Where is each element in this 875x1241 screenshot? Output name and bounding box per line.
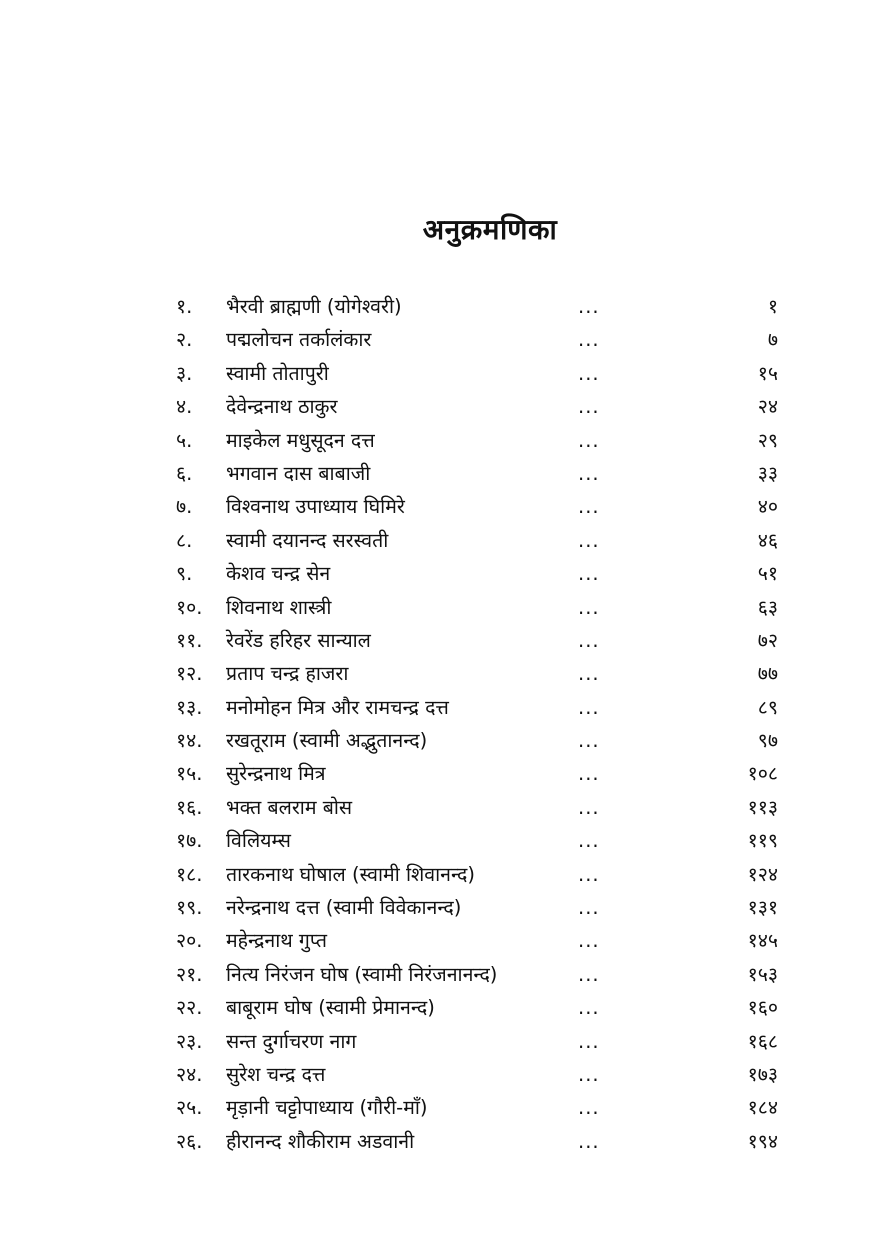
- entry-page-number: ३३: [757, 461, 778, 485]
- entry-title: सन्त दुर्गाचरण नाग: [226, 1029, 357, 1053]
- entry-number: १५.: [176, 762, 203, 786]
- dot-leader: ...: [578, 461, 600, 485]
- entry-title: प्रताप चन्द्र हाजरा: [226, 662, 349, 686]
- entry-page-number: १०८: [747, 762, 778, 786]
- toc-entry: [176, 958, 780, 991]
- dot-leader: ...: [578, 695, 600, 719]
- entry-title: मृड़ानी चट्टोपाध्याय (गौरी-माँ): [226, 1096, 428, 1120]
- entry-number: २४.: [176, 1062, 203, 1086]
- entry-page-number: ८९: [757, 695, 778, 719]
- page-title: अनुक्रमणिका: [422, 213, 558, 246]
- dot-leader: ...: [578, 996, 600, 1020]
- entry-number: ५.: [176, 428, 193, 452]
- entry-page-number: १३१: [747, 896, 778, 920]
- entry-number: २१.: [176, 962, 203, 986]
- dot-leader: ...: [578, 829, 600, 853]
- dot-leader: ...: [578, 395, 600, 419]
- entry-title: स्वामी दयानन्द सरस्वती: [226, 528, 389, 552]
- entry-number: १७.: [176, 829, 203, 853]
- entry-number: १३.: [176, 695, 203, 719]
- toc-entry: [176, 891, 780, 924]
- dot-leader: ...: [578, 528, 600, 552]
- entry-page-number: १६०: [747, 996, 778, 1020]
- entry-title: नरेन्द्रनाथ दत्त (स्वामी विवेकानन्द): [226, 896, 462, 920]
- entry-number: ९.: [176, 562, 193, 586]
- toc-entry: [176, 1058, 780, 1091]
- dot-leader: ...: [578, 862, 600, 886]
- entry-number: १.: [176, 295, 193, 318]
- dot-leader: ...: [578, 795, 600, 819]
- toc-entry: [176, 1125, 780, 1158]
- entry-number: ७.: [176, 495, 193, 519]
- entry-title: बाबूराम घोष (स्वामी प्रेमानन्द): [226, 996, 435, 1020]
- entry-page-number: २९: [757, 428, 778, 452]
- dot-leader: ...: [578, 896, 600, 920]
- entry-number: १२.: [176, 662, 203, 686]
- dot-leader: ...: [578, 1096, 600, 1120]
- dot-leader: ...: [578, 1029, 600, 1053]
- dot-leader: ...: [578, 495, 600, 519]
- entry-title: विश्वनाथ उपाध्याय घिमिरे: [226, 495, 405, 519]
- dot-leader: ...: [578, 295, 600, 318]
- dot-leader: ...: [578, 962, 600, 986]
- entry-title: देवेन्द्रनाथ ठाकुर: [226, 395, 338, 419]
- entry-number: ६.: [176, 461, 193, 485]
- entry-title: केशव चन्द्र सेन: [226, 562, 331, 586]
- entry-page-number: १८४: [747, 1096, 778, 1120]
- entry-page-number: ७७: [757, 662, 778, 686]
- entry-number: २२.: [176, 996, 203, 1020]
- dot-leader: ...: [578, 1129, 600, 1153]
- dot-leader: ...: [578, 595, 600, 619]
- toc-entry: [176, 858, 780, 891]
- entry-title: स्वामी तोतापुरी: [226, 361, 329, 385]
- dot-leader: ...: [578, 328, 600, 352]
- entry-number: १६.: [176, 795, 203, 819]
- dot-leader: ...: [578, 929, 600, 953]
- dot-leader: ...: [578, 662, 600, 686]
- entry-page-number: ४०: [757, 495, 778, 519]
- toc-entry: [176, 457, 780, 490]
- entry-title: तारकनाथ घोषाल (स्वामी शिवानन्द): [226, 862, 475, 886]
- entry-number: १४.: [176, 729, 203, 753]
- entry-title: माइकेल मधुसूदन दत्त: [226, 428, 375, 452]
- entry-page-number: ५१: [757, 562, 778, 586]
- dot-leader: ...: [578, 361, 600, 385]
- entry-page-number: ११९: [747, 829, 778, 853]
- toc-entry: [176, 290, 780, 323]
- entry-number: २.: [176, 328, 193, 352]
- entry-number: २०.: [176, 929, 203, 953]
- entry-page-number: १९४: [747, 1129, 778, 1153]
- table-of-contents: [176, 290, 780, 1158]
- entry-title: रखतूराम (स्वामी अद्भुतानन्द): [226, 729, 428, 753]
- entry-number: ३.: [176, 361, 193, 385]
- entry-page-number: १: [767, 295, 778, 318]
- entry-number: १०.: [176, 595, 203, 619]
- toc-entry: [176, 490, 780, 523]
- entry-page-number: ७२: [757, 628, 778, 652]
- entry-title: सुरेश चन्द्र दत्त: [226, 1062, 326, 1086]
- toc-entry: [176, 724, 780, 757]
- toc-entry: [176, 991, 780, 1024]
- entry-number: २५.: [176, 1096, 203, 1120]
- dot-leader: ...: [578, 762, 600, 786]
- entry-page-number: १५: [757, 361, 778, 385]
- entry-title: शिवनाथ शास्त्री: [226, 595, 332, 619]
- entry-page-number: ९७: [757, 729, 778, 753]
- toc-entry: [176, 691, 780, 724]
- toc-entry: [176, 357, 780, 390]
- toc-entry: [176, 591, 780, 624]
- entry-title: महेन्द्रनाथ गुप्त: [226, 929, 328, 953]
- entry-title: भैरवी ब्राह्मणी (योगेश्वरी): [226, 295, 402, 318]
- entry-title: विलियम्स: [226, 829, 291, 853]
- toc-entry: [176, 791, 780, 824]
- entry-number: ११.: [176, 628, 203, 652]
- toc-entry: [176, 557, 780, 590]
- entry-page-number: १६८: [747, 1029, 778, 1053]
- dot-leader: ...: [578, 562, 600, 586]
- entry-page-number: १७३: [747, 1062, 778, 1086]
- dot-leader: ...: [578, 1062, 600, 1086]
- toc-entry: [176, 757, 780, 790]
- entry-title: हीरानन्द शौकीराम अडवानी: [226, 1129, 415, 1153]
- toc-entry: [176, 657, 780, 690]
- toc-entry: [176, 323, 780, 356]
- entry-title: रेवरेंड हरिहर सान्याल: [226, 628, 371, 652]
- toc-entry: [176, 1025, 780, 1058]
- toc-entry: [176, 624, 780, 657]
- toc-entry: [176, 824, 780, 857]
- entry-title: भगवान दास बाबाजी: [226, 461, 371, 485]
- entry-page-number: १५३: [747, 962, 778, 986]
- entry-title: नित्य निरंजन घोष (स्वामी निरंजनानन्द): [226, 962, 498, 986]
- entry-page-number: २४: [757, 395, 778, 419]
- entry-number: १९.: [176, 896, 203, 920]
- toc-entry: [176, 1091, 780, 1124]
- toc-entry: [176, 924, 780, 957]
- toc-entry: [176, 424, 780, 457]
- entry-number: २३.: [176, 1029, 203, 1053]
- entry-title: भक्त बलराम बोस: [226, 795, 353, 819]
- entry-title: मनोमोहन मित्र और रामचन्द्र दत्त: [226, 695, 449, 719]
- toc-entry: [176, 524, 780, 557]
- entry-page-number: ११३: [747, 795, 778, 819]
- entry-number: २६.: [176, 1129, 203, 1153]
- entry-page-number: ६३: [757, 595, 778, 619]
- entry-number: ८.: [176, 528, 193, 552]
- entry-title: पद्मलोचन तर्कालंकार: [226, 328, 372, 352]
- entry-title: सुरेन्द्रनाथ मित्र: [226, 762, 326, 786]
- entry-number: ४.: [176, 395, 193, 419]
- dot-leader: ...: [578, 628, 600, 652]
- dot-leader: ...: [578, 428, 600, 452]
- entry-page-number: ७: [767, 328, 778, 352]
- entry-page-number: ४६: [757, 528, 778, 552]
- dot-leader: ...: [578, 729, 600, 753]
- entry-number: १८.: [176, 862, 203, 886]
- entry-page-number: १२४: [747, 862, 778, 886]
- toc-entry: [176, 390, 780, 423]
- entry-page-number: १४५: [747, 929, 778, 953]
